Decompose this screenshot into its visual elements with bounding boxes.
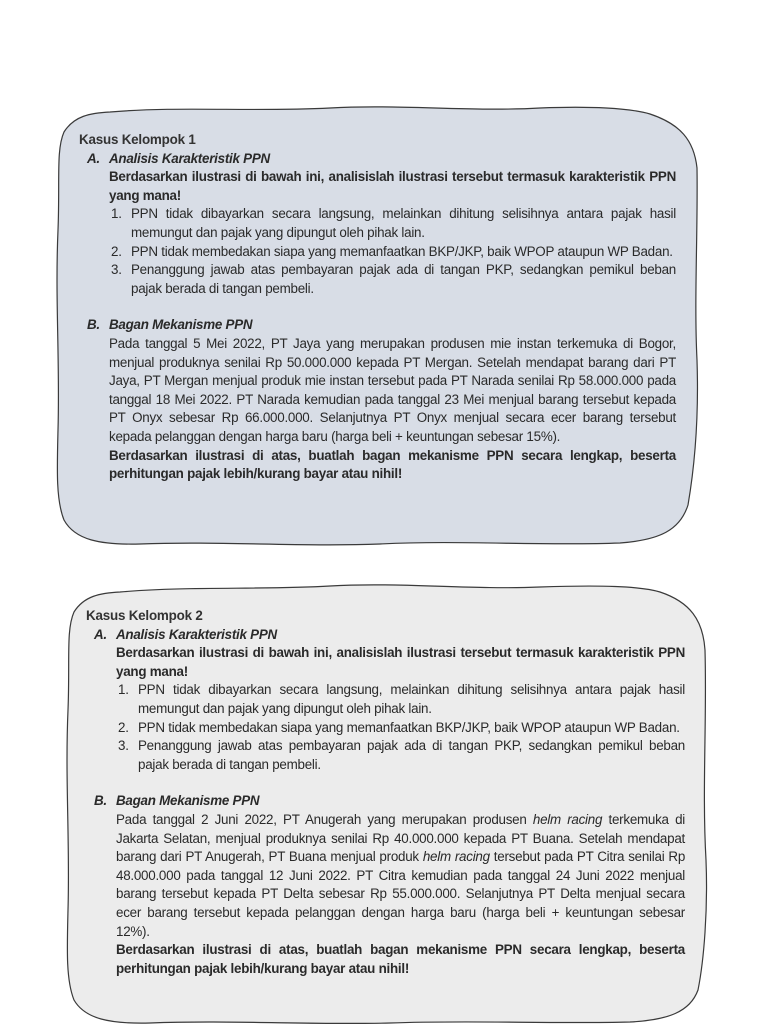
list-item: 1. PPN tidak dibayarkan secara langsung, melainkan dihitung selisihnya antara pajak hasil memungut dan pajak yang dipungut oleh pihak lain. [118, 682, 685, 716]
list-item: 2. PPN tidak membedakan siapa yang memanfaatkan BKP/JKP, baik WPOP ataupun WP Badan. [118, 719, 680, 735]
case-title: Kasus Kelompok 1 [79, 132, 196, 147]
characteristics-list [109, 205, 676, 298]
list-item: 1. PPN tidak dibayarkan secara langsung, melainkan dihitung selisihnya antara pajak hasil memungut dan pajak yang dipungut oleh pihak lain. [111, 206, 676, 240]
list-item: 3. Penanggung jawab atas pembayaran pajak ada di tangan PKP, sedangkan pemikul beban pajak berada di tangan pembeli. [118, 738, 685, 772]
section-b [87, 316, 676, 483]
section-heading: Analisis Karakteristik PPN [116, 626, 277, 642]
section-b [94, 792, 685, 978]
case-card-2 [0, 560, 768, 1024]
section-a [94, 626, 685, 775]
section-heading: Bagan Mekanisme PPN [109, 317, 253, 333]
characteristics-list [116, 681, 685, 774]
section-a [87, 150, 676, 299]
case-paragraph: Pada tanggal 5 Mei 2022, PT Jaya yang merupakan produsen mie instan terkemuka di Bogor, menjual produknya senilai Rp 50.000.000 kepada PT Mergan. Setelah mendapat barang dari PT Jaya, PT Mergan menjual produk mie instan tersebut pada PT Narada senilai Rp 58.000.000 pada tanggal 18 Mei 2022. PT Narada kemudian pada tanggal 23 Mei menjual barang tersebut kepada PT Onyx sebesar Rp 66.000.000. Selanjutnya PT Onyx menjual secara ecer barang tersebut kepada pelanggan dengan harga baru (harga beli + keuntungan sebesar 15%). [109, 335, 676, 444]
section-letter: B. [87, 317, 100, 333]
instruction-text: Berdasarkan ilustrasi di bawah ini, analisislah ilustrasi tersebut termasuk karakteristik PPN yang mana! [109, 169, 676, 203]
list-item: 2. PPN tidak membedakan siapa yang memanfaatkan BKP/JKP, baik WPOP ataupun WP Badan. [111, 243, 673, 259]
instruction-text: Berdasarkan ilustrasi di atas, buatlah bagan mekanisme PPN secara lengkap, beserta perhitungan pajak lebih/kurang bayar atau nihil! [109, 447, 676, 482]
section-letter: A. [87, 150, 100, 166]
section-letter: B. [94, 793, 107, 809]
case-paragraph: Pada tanggal 2 Juni 2022, PT Anugerah yang merupakan produsen helm racing terkemuka di Jakarta Selatan, menjual produknya senilai Rp 40.000.000 kepada PT Buana. Setelah mendapat barang dari PT Anugerah, PT Buana menjual produk helm racing tersebut pada PT Citra senilai Rp 48.000.000 pada tanggal 12 Juni 2022. PT Citra kemudian pada tanggal 24 Juni 2022 menjual barang tersebut kepada PT Delta sebesar Rp 55.000.000. Selanjutnya PT Delta menjual secara ecer barang tersebut kepada pelanggan dengan harga baru (harga beli + keuntungan sebesar 12%). [116, 811, 686, 939]
instruction-text: Berdasarkan ilustrasi di bawah ini, analisislah ilustrasi tersebut termasuk karakteristik PPN yang mana! [116, 645, 685, 679]
section-heading: Analisis Karakteristik PPN [109, 150, 270, 166]
section-letter: A. [94, 626, 107, 642]
section-heading: Bagan Mekanisme PPN [116, 793, 260, 809]
instruction-text: Berdasarkan ilustrasi di atas, buatlah bagan mekanisme PPN secara lengkap, beserta perhitungan pajak lebih/kurang bayar atau nihil! [116, 942, 685, 976]
list-item: 3. Penanggung jawab atas pembayaran pajak ada di tangan PKP, sedangkan pemikul beban pajak berada di tangan pembeli. [111, 262, 676, 296]
case-title: Kasus Kelompok 2 [86, 608, 203, 623]
